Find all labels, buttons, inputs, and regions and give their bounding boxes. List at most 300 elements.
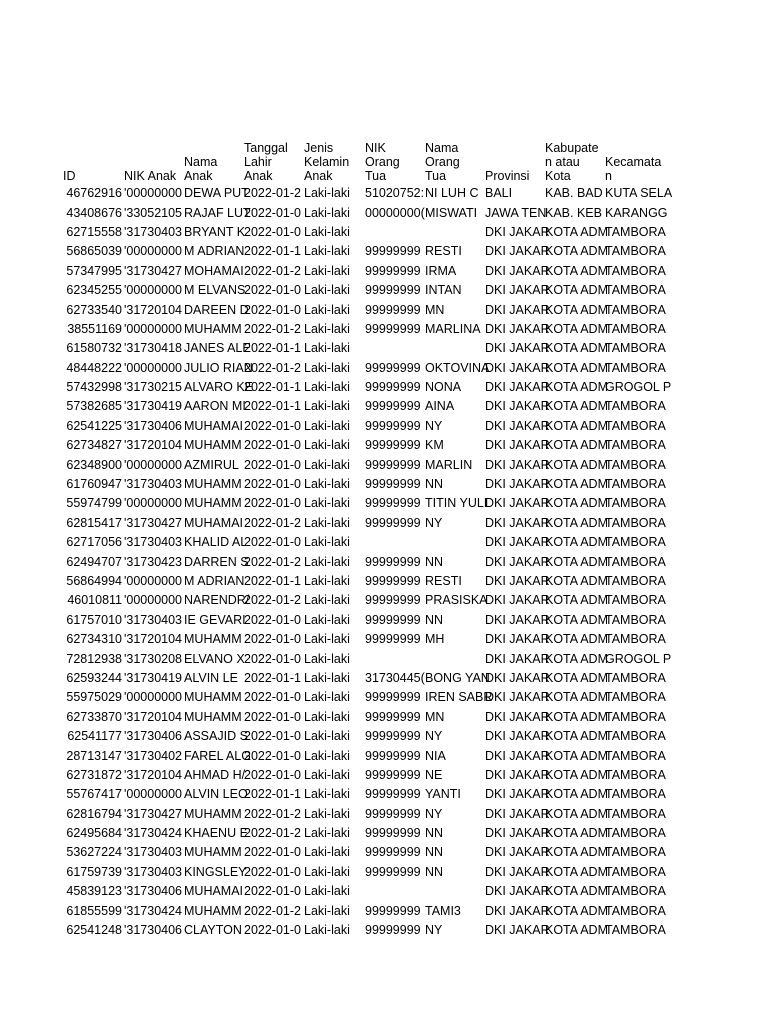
cell-jenis-kelamin-anak: Laki-laki <box>304 321 350 336</box>
cell-tanggal-lahir-anak: 2022-01-2 <box>244 321 301 336</box>
cell-kabupaten-kota: KOTA ADM <box>545 748 608 763</box>
cell-jenis-kelamin-anak: Laki-laki <box>304 729 350 744</box>
cell-id: 56864994 <box>66 574 122 588</box>
header-nama-anak: Nama Anak <box>184 155 218 183</box>
cell-nama-anak: M ADRIAN <box>184 574 245 588</box>
cell-tanggal-lahir-anak: 2022-01-2 <box>244 186 301 201</box>
cell-jenis-kelamin-anak: Laki-laki <box>304 554 350 569</box>
table-row <box>62 766 672 785</box>
table-row <box>62 300 672 319</box>
cell-kabupaten-kota: KOTA ADM <box>545 845 608 860</box>
cell-nik-anak: '31730215 <box>124 380 183 395</box>
cell-kecamatan: TAMBORA <box>605 224 666 239</box>
cell-nik-anak: '00000000 <box>124 593 183 608</box>
table-row <box>62 455 672 474</box>
cell-nik-anak: '00000000 <box>124 690 183 705</box>
cell-id: 53627224 <box>66 845 122 860</box>
cell-kabupaten-kota: KAB. KEB <box>545 205 602 220</box>
cell-id: 62494707 <box>66 554 122 569</box>
cell-kecamatan: TAMBORA <box>605 826 666 841</box>
cell-nama-anak: ALVIN LEO <box>184 787 248 802</box>
cell-jenis-kelamin-anak: Laki-laki <box>304 535 350 550</box>
cell-nama-anak: MUHAMM <box>184 438 242 453</box>
cell-id: 55974799 <box>66 496 122 511</box>
cell-nik-anak: '31730403 <box>124 845 183 860</box>
cell-nik-orang-tua: 99999999 <box>365 923 421 938</box>
cell-tanggal-lahir-anak: 2022-01-0 <box>244 767 301 782</box>
cell-nama-anak: BRYANT K <box>184 224 246 239</box>
cell-nik-anak: '31720104 <box>124 767 183 782</box>
header-tanggal-lahir-anak: Tanggal Lahir Anak <box>244 141 288 183</box>
cell-tanggal-lahir-anak: 2022-01-2 <box>244 593 301 608</box>
cell-tanggal-lahir-anak: 2022-01-2 <box>244 515 301 530</box>
cell-kecamatan: TAMBORA <box>605 244 666 259</box>
cell-provinsi: DKI JAKAR <box>485 903 550 918</box>
cell-nik-orang-tua: 99999999 <box>365 496 421 511</box>
cell-kabupaten-kota: KOTA ADM <box>545 923 608 938</box>
cell-provinsi: DKI JAKAR <box>485 535 550 550</box>
cell-kabupaten-kota: KOTA ADM <box>545 341 608 356</box>
cell-kecamatan: TAMBORA <box>605 477 666 492</box>
cell-jenis-kelamin-anak: Laki-laki <box>304 651 350 666</box>
cell-nama-anak: JULIO RIAN <box>184 360 253 375</box>
cell-kabupaten-kota: KOTA ADM <box>545 224 608 239</box>
table-row <box>62 281 672 300</box>
cell-nama-orang-tua: NN <box>425 554 444 569</box>
cell-nama-orang-tua: MARLINA <box>425 321 481 336</box>
cell-jenis-kelamin-anak: Laki-laki <box>304 205 350 220</box>
cell-nik-anak: '31730406 <box>124 729 183 744</box>
cell-nama-anak: AHMAD H/ <box>184 767 246 782</box>
cell-provinsi: DKI JAKAR <box>485 341 550 356</box>
cell-kabupaten-kota: KOTA ADM <box>545 360 608 375</box>
cell-kabupaten-kota: KOTA ADM <box>545 787 608 802</box>
cell-jenis-kelamin-anak: Laki-laki <box>304 399 350 414</box>
cell-nama-anak: AZMIRUL <box>184 457 239 472</box>
cell-nik-anak: '31730427 <box>124 263 183 278</box>
cell-kabupaten-kota: KOTA ADM <box>545 477 608 492</box>
cell-id: 62731872 <box>66 767 122 782</box>
cell-jenis-kelamin-anak: Laki-laki <box>304 224 350 239</box>
cell-nama-orang-tua: NN <box>425 845 444 860</box>
cell-kabupaten-kota: KOTA ADM <box>545 399 608 414</box>
cell-kecamatan: GROGOL P <box>605 380 672 395</box>
cell-kecamatan: TAMBORA <box>605 418 666 433</box>
cell-id: 57432998 <box>66 380 122 395</box>
cell-kecamatan: GROGOL P <box>605 651 672 666</box>
cell-nik-orang-tua: 99999999 <box>365 263 421 278</box>
cell-nik-anak: '00000000 <box>124 360 183 375</box>
header-provinsi: Provinsi <box>485 169 530 183</box>
cell-provinsi: BALI <box>485 186 513 201</box>
cell-id: 61759739 <box>66 864 122 879</box>
cell-jenis-kelamin-anak: Laki-laki <box>304 884 350 899</box>
header-nik-orang-tua: NIK Orang Tua <box>365 141 400 183</box>
cell-nik-orang-tua: 99999999 <box>365 729 421 744</box>
cell-kabupaten-kota: KOTA ADM <box>545 244 608 259</box>
cell-tanggal-lahir-anak: 2022-01-0 <box>244 205 301 220</box>
cell-kecamatan: TAMBORA <box>605 884 666 899</box>
cell-provinsi: DKI JAKAR <box>485 360 550 375</box>
cell-nama-anak: MOHAMAI <box>184 263 244 278</box>
cell-provinsi: DKI JAKAR <box>485 748 550 763</box>
cell-nama-orang-tua: MISWATI <box>425 205 478 220</box>
cell-nik-anak: '31730406 <box>124 923 183 938</box>
cell-jenis-kelamin-anak: Laki-laki <box>304 283 350 298</box>
cell-provinsi: DKI JAKAR <box>485 612 550 627</box>
cell-kecamatan: TAMBORA <box>605 283 666 298</box>
cell-nama-orang-tua: NI LUH C <box>425 186 479 201</box>
cell-nama-anak: MUHAMM <box>184 321 242 336</box>
table-row <box>62 184 672 203</box>
cell-provinsi: DKI JAKAR <box>485 244 550 259</box>
cell-id: 72812938 <box>66 651 122 666</box>
cell-kabupaten-kota: KOTA ADM <box>545 612 608 627</box>
cell-nik-anak: '31730419 <box>124 670 183 685</box>
cell-tanggal-lahir-anak: 2022-01-0 <box>244 651 301 666</box>
cell-provinsi: DKI JAKAR <box>485 399 550 414</box>
cell-nama-orang-tua: MN <box>425 302 445 317</box>
cell-nik-orang-tua: 99999999 <box>365 244 421 259</box>
cell-provinsi: JAWA TEN <box>485 205 547 220</box>
cell-jenis-kelamin-anak: Laki-laki <box>304 263 350 278</box>
cell-kecamatan: TAMBORA <box>605 593 666 608</box>
cell-provinsi: DKI JAKAR <box>485 418 550 433</box>
cell-id: 62348900 <box>66 457 122 472</box>
cell-kecamatan: TAMBORA <box>605 554 666 569</box>
cell-jenis-kelamin-anak: Laki-laki <box>304 632 350 647</box>
cell-kabupaten-kota: KOTA ADM <box>545 903 608 918</box>
cell-kabupaten-kota: KOTA ADM <box>545 554 608 569</box>
cell-nik-anak: '00000000 <box>124 457 183 472</box>
cell-id: 43408676 <box>66 205 122 220</box>
cell-nama-anak: ALVARO KE <box>184 380 254 395</box>
cell-provinsi: DKI JAKAR <box>485 729 550 744</box>
cell-tanggal-lahir-anak: 2022-01-0 <box>244 496 301 511</box>
cell-tanggal-lahir-anak: 2022-01-0 <box>244 845 301 860</box>
cell-nama-orang-tua: MARLIN <box>425 457 473 472</box>
cell-id: 62816794 <box>66 806 122 821</box>
cell-nama-anak: MUHAMAI <box>184 884 244 899</box>
cell-kecamatan: TAMBORA <box>605 709 666 724</box>
table-row <box>62 591 672 610</box>
cell-provinsi: DKI JAKAR <box>485 380 550 395</box>
cell-nik-orang-tua: 99999999 <box>365 690 421 705</box>
cell-kecamatan: TAMBORA <box>605 302 666 317</box>
header-nama-orang-tua: Nama Orang Tua <box>425 141 460 183</box>
cell-jenis-kelamin-anak: Laki-laki <box>304 767 350 782</box>
cell-kabupaten-kota: KOTA ADM <box>545 826 608 841</box>
table-row <box>62 785 672 804</box>
cell-jenis-kelamin-anak: Laki-laki <box>304 341 350 356</box>
cell-id: 62593244 <box>66 670 122 685</box>
cell-id: 46010811 <box>67 593 122 608</box>
cell-nik-orang-tua: 99999999 <box>365 302 421 317</box>
cell-nama-anak: MUHAMM <box>184 496 242 511</box>
cell-nama-anak: MUHAMM <box>184 903 242 918</box>
table-row <box>62 572 672 591</box>
table-row <box>62 863 672 882</box>
cell-id: 45839123 <box>66 884 122 899</box>
cell-nama-anak: ELVANO X <box>184 651 245 666</box>
cell-nik-orang-tua: 99999999 <box>365 806 421 821</box>
cell-provinsi: DKI JAKAR <box>485 690 550 705</box>
cell-kabupaten-kota: KOTA ADM <box>545 651 608 666</box>
cell-nama-orang-tua: BONG YAN <box>425 670 490 685</box>
cell-nama-orang-tua: OKTOVINA <box>425 360 490 375</box>
cell-provinsi: DKI JAKAR <box>485 864 550 879</box>
cell-nik-anak: '31730208 <box>124 651 183 666</box>
cell-provinsi: DKI JAKAR <box>485 845 550 860</box>
cell-kabupaten-kota: KOTA ADM <box>545 302 608 317</box>
cell-nik-anak: '31730403 <box>124 535 183 550</box>
cell-nik-orang-tua: 99999999 <box>365 515 421 530</box>
cell-nama-orang-tua: TAMI3 <box>425 903 461 918</box>
cell-nik-orang-tua: 99999999 <box>365 380 421 395</box>
cell-jenis-kelamin-anak: Laki-laki <box>304 244 350 259</box>
cell-kecamatan: TAMBORA <box>605 457 666 472</box>
cell-tanggal-lahir-anak: 2022-01-0 <box>244 418 301 433</box>
cell-kabupaten-kota: KOTA ADM <box>545 709 608 724</box>
cell-nama-anak: IE GEVARI <box>184 612 246 627</box>
table-row <box>62 688 672 707</box>
cell-kabupaten-kota: KOTA ADM <box>545 670 608 685</box>
cell-nama-orang-tua: NY <box>425 806 443 821</box>
cell-id: 62541177 <box>67 729 122 744</box>
cell-nama-orang-tua: MH <box>425 632 445 647</box>
cell-tanggal-lahir-anak: 2022-01-1 <box>244 399 301 414</box>
cell-nik-anak: '31730419 <box>124 399 183 414</box>
cell-jenis-kelamin-anak: Laki-laki <box>304 457 350 472</box>
cell-kecamatan: TAMBORA <box>605 515 666 530</box>
cell-jenis-kelamin-anak: Laki-laki <box>304 477 350 492</box>
cell-id: 61760947 <box>66 477 122 492</box>
cell-nik-anak: '31730423 <box>124 554 183 569</box>
cell-nama-orang-tua: YANTI <box>425 787 461 802</box>
header-kecamatan: Kecamata n <box>605 155 662 183</box>
table-row <box>62 494 672 513</box>
cell-nik-orang-tua: 99999999 <box>365 748 421 763</box>
cell-nik-anak: '31730427 <box>124 806 183 821</box>
cell-tanggal-lahir-anak: 2022-01-0 <box>244 632 301 647</box>
cell-nama-anak: RAJAF LUT <box>184 205 251 220</box>
cell-provinsi: DKI JAKAR <box>485 787 550 802</box>
cell-id: 62717056 <box>66 535 122 550</box>
cell-nik-orang-tua: 99999999 <box>365 477 421 492</box>
table-row <box>62 339 672 358</box>
cell-kecamatan: TAMBORA <box>605 806 666 821</box>
cell-nama-anak: DAREEN D <box>184 302 249 317</box>
cell-nama-anak: M ADRIAN <box>184 244 245 259</box>
cell-nik-orang-tua: 99999999 <box>365 399 421 414</box>
cell-kabupaten-kota: KOTA ADM <box>545 380 608 395</box>
cell-kabupaten-kota: KOTA ADM <box>545 418 608 433</box>
cell-nama-orang-tua: TITIN YULI <box>425 496 488 511</box>
cell-nik-orang-tua: 99999999 <box>365 903 421 918</box>
cell-nama-anak: MUHAMM <box>184 709 242 724</box>
cell-kecamatan: TAMBORA <box>605 341 666 356</box>
cell-nama-anak: ALVIN LE <box>184 670 238 685</box>
cell-id: 61757010 <box>66 612 122 627</box>
cell-tanggal-lahir-anak: 2022-01-0 <box>244 748 301 763</box>
cell-nik-orang-tua: 99999999 <box>365 321 421 336</box>
cell-tanggal-lahir-anak: 2022-01-0 <box>244 884 301 899</box>
cell-kabupaten-kota: KAB. BAD <box>545 186 603 201</box>
cell-tanggal-lahir-anak: 2022-01-0 <box>244 690 301 705</box>
cell-nama-anak: MUHAMM <box>184 845 242 860</box>
table-row <box>62 669 672 688</box>
cell-nik-anak: '31730403 <box>124 224 183 239</box>
table-row <box>62 436 672 455</box>
cell-id: 46762916 <box>66 186 122 201</box>
cell-kabupaten-kota: KOTA ADM <box>545 283 608 298</box>
cell-nik-anak: '31730418 <box>124 341 183 356</box>
cell-nik-anak: '00000000 <box>124 283 183 298</box>
cell-jenis-kelamin-anak: Laki-laki <box>304 670 350 685</box>
table-row <box>62 708 672 727</box>
cell-tanggal-lahir-anak: 2022-01-0 <box>244 438 301 453</box>
cell-tanggal-lahir-anak: 2022-01-0 <box>244 477 301 492</box>
cell-jenis-kelamin-anak: Laki-laki <box>304 418 350 433</box>
cell-kecamatan: KUTA SELA <box>605 186 673 201</box>
cell-nama-orang-tua: NY <box>425 923 443 938</box>
cell-nik-anak: '31730402 <box>124 748 183 763</box>
cell-id: 62734310 <box>66 632 122 647</box>
cell-nama-anak: DARREN S <box>184 554 249 569</box>
cell-provinsi: DKI JAKAR <box>485 457 550 472</box>
cell-nik-anak: '33052105 <box>124 205 183 220</box>
table-row <box>62 378 672 397</box>
cell-provinsi: DKI JAKAR <box>485 496 550 511</box>
cell-tanggal-lahir-anak: 2022-01-2 <box>244 806 301 821</box>
cell-kecamatan: TAMBORA <box>605 787 666 802</box>
cell-kecamatan: TAMBORA <box>605 263 666 278</box>
table-row <box>62 921 672 940</box>
cell-nama-anak: KHALID AL <box>184 535 248 550</box>
table-row <box>62 611 672 630</box>
cell-nama-orang-tua: IREN SABR <box>425 690 493 705</box>
cell-kecamatan: TAMBORA <box>605 574 666 588</box>
cell-nama-orang-tua: KM <box>425 438 444 453</box>
cell-tanggal-lahir-anak: 2022-01-2 <box>244 360 301 375</box>
cell-tanggal-lahir-anak: 2022-01-1 <box>244 244 301 259</box>
cell-nik-anak: '31730403 <box>124 612 183 627</box>
table-row <box>62 397 672 416</box>
cell-provinsi: DKI JAKAR <box>485 593 550 608</box>
cell-kabupaten-kota: KOTA ADM <box>545 263 608 278</box>
cell-provinsi: DKI JAKAR <box>485 515 550 530</box>
cell-provinsi: DKI JAKAR <box>485 263 550 278</box>
cell-tanggal-lahir-anak: 2022-01-0 <box>244 923 301 938</box>
cell-tanggal-lahir-anak: 2022-01-1 <box>244 574 301 588</box>
table-row <box>62 649 672 668</box>
cell-nik-orang-tua: 99999999 <box>365 826 421 841</box>
cell-kabupaten-kota: KOTA ADM <box>545 457 608 472</box>
cell-provinsi: DKI JAKAR <box>485 574 550 588</box>
cell-nik-anak: '31730403 <box>124 864 183 879</box>
cell-jenis-kelamin-anak: Laki-laki <box>304 515 350 530</box>
cell-kecamatan: TAMBORA <box>605 496 666 511</box>
cell-nama-anak: KINGSLEY <box>184 864 247 879</box>
cell-provinsi: DKI JAKAR <box>485 670 550 685</box>
cell-tanggal-lahir-anak: 2022-01-0 <box>244 302 301 317</box>
cell-id: 62733870 <box>66 709 122 724</box>
cell-id: 57347995 <box>66 263 122 278</box>
cell-provinsi: DKI JAKAR <box>485 709 550 724</box>
cell-nik-orang-tua: 99999999 <box>365 767 421 782</box>
cell-nama-orang-tua: NN <box>425 826 444 841</box>
cell-kecamatan: TAMBORA <box>605 535 666 550</box>
cell-id: 57382685 <box>66 399 122 414</box>
cell-kabupaten-kota: KOTA ADM <box>545 438 608 453</box>
cell-nik-orang-tua: 99999999 <box>365 593 421 608</box>
cell-tanggal-lahir-anak: 2022-01-2 <box>244 554 301 569</box>
cell-id: 62733540 <box>66 302 122 317</box>
cell-nik-orang-tua: 99999999 <box>365 574 421 588</box>
cell-jenis-kelamin-anak: Laki-laki <box>304 903 350 918</box>
cell-jenis-kelamin-anak: Laki-laki <box>304 806 350 821</box>
cell-nama-orang-tua: PRASISKA <box>425 593 488 608</box>
cell-kecamatan: TAMBORA <box>605 729 666 744</box>
cell-nik-orang-tua: 99999999 <box>365 554 421 569</box>
cell-tanggal-lahir-anak: 2022-01-0 <box>244 457 301 472</box>
cell-jenis-kelamin-anak: Laki-laki <box>304 438 350 453</box>
table-row <box>62 746 672 765</box>
cell-id: 55767417 <box>66 787 122 802</box>
cell-kabupaten-kota: KOTA ADM <box>545 496 608 511</box>
cell-id: 38551169 <box>67 321 122 336</box>
cell-nama-anak: MUHAMM <box>184 690 242 705</box>
table-row <box>62 727 672 746</box>
cell-kecamatan: TAMBORA <box>605 845 666 860</box>
cell-nama-orang-tua: INTAN <box>425 283 462 298</box>
cell-nik-orang-tua: 99999999 <box>365 283 421 298</box>
cell-kecamatan: TAMBORA <box>605 767 666 782</box>
cell-nama-anak: DEWA PUT <box>184 186 249 201</box>
cell-jenis-kelamin-anak: Laki-laki <box>304 923 350 938</box>
cell-nama-orang-tua: NONA <box>425 380 462 395</box>
cell-jenis-kelamin-anak: Laki-laki <box>304 612 350 627</box>
cell-id: 55975029 <box>66 690 122 705</box>
cell-jenis-kelamin-anak: Laki-laki <box>304 690 350 705</box>
cell-nik-anak: '31730424 <box>124 903 183 918</box>
table-row <box>62 630 672 649</box>
cell-jenis-kelamin-anak: Laki-laki <box>304 186 350 201</box>
cell-provinsi: DKI JAKAR <box>485 806 550 821</box>
cell-nama-orang-tua: NN <box>425 864 444 879</box>
table-row <box>62 843 672 862</box>
cell-nik-anak: '00000000 <box>124 787 183 802</box>
cell-kecamatan: TAMBORA <box>605 612 666 627</box>
cell-kecamatan: TAMBORA <box>605 321 666 336</box>
cell-provinsi: DKI JAKAR <box>485 651 550 666</box>
cell-kabupaten-kota: KOTA ADM <box>545 864 608 879</box>
cell-tanggal-lahir-anak: 2022-01-1 <box>244 380 301 395</box>
cell-nama-orang-tua: NY <box>425 418 443 433</box>
cell-nik-anak: '31730403 <box>124 477 183 492</box>
cell-tanggal-lahir-anak: 2022-01-0 <box>244 729 301 744</box>
cell-tanggal-lahir-anak: 2022-01-0 <box>244 864 301 879</box>
cell-nik-orang-tua: 99999999 <box>365 632 421 647</box>
cell-nik-orang-tua: 99999999 <box>365 438 421 453</box>
cell-nik-anak: '31730427 <box>124 515 183 530</box>
cell-nama-anak: JANES ALE <box>184 341 251 356</box>
cell-nik-orang-tua: 51020752: <box>365 186 425 201</box>
cell-nama-orang-tua: NIA <box>425 748 446 763</box>
cell-provinsi: DKI JAKAR <box>485 554 550 569</box>
cell-provinsi: DKI JAKAR <box>485 438 550 453</box>
cell-provinsi: DKI JAKAR <box>485 283 550 298</box>
